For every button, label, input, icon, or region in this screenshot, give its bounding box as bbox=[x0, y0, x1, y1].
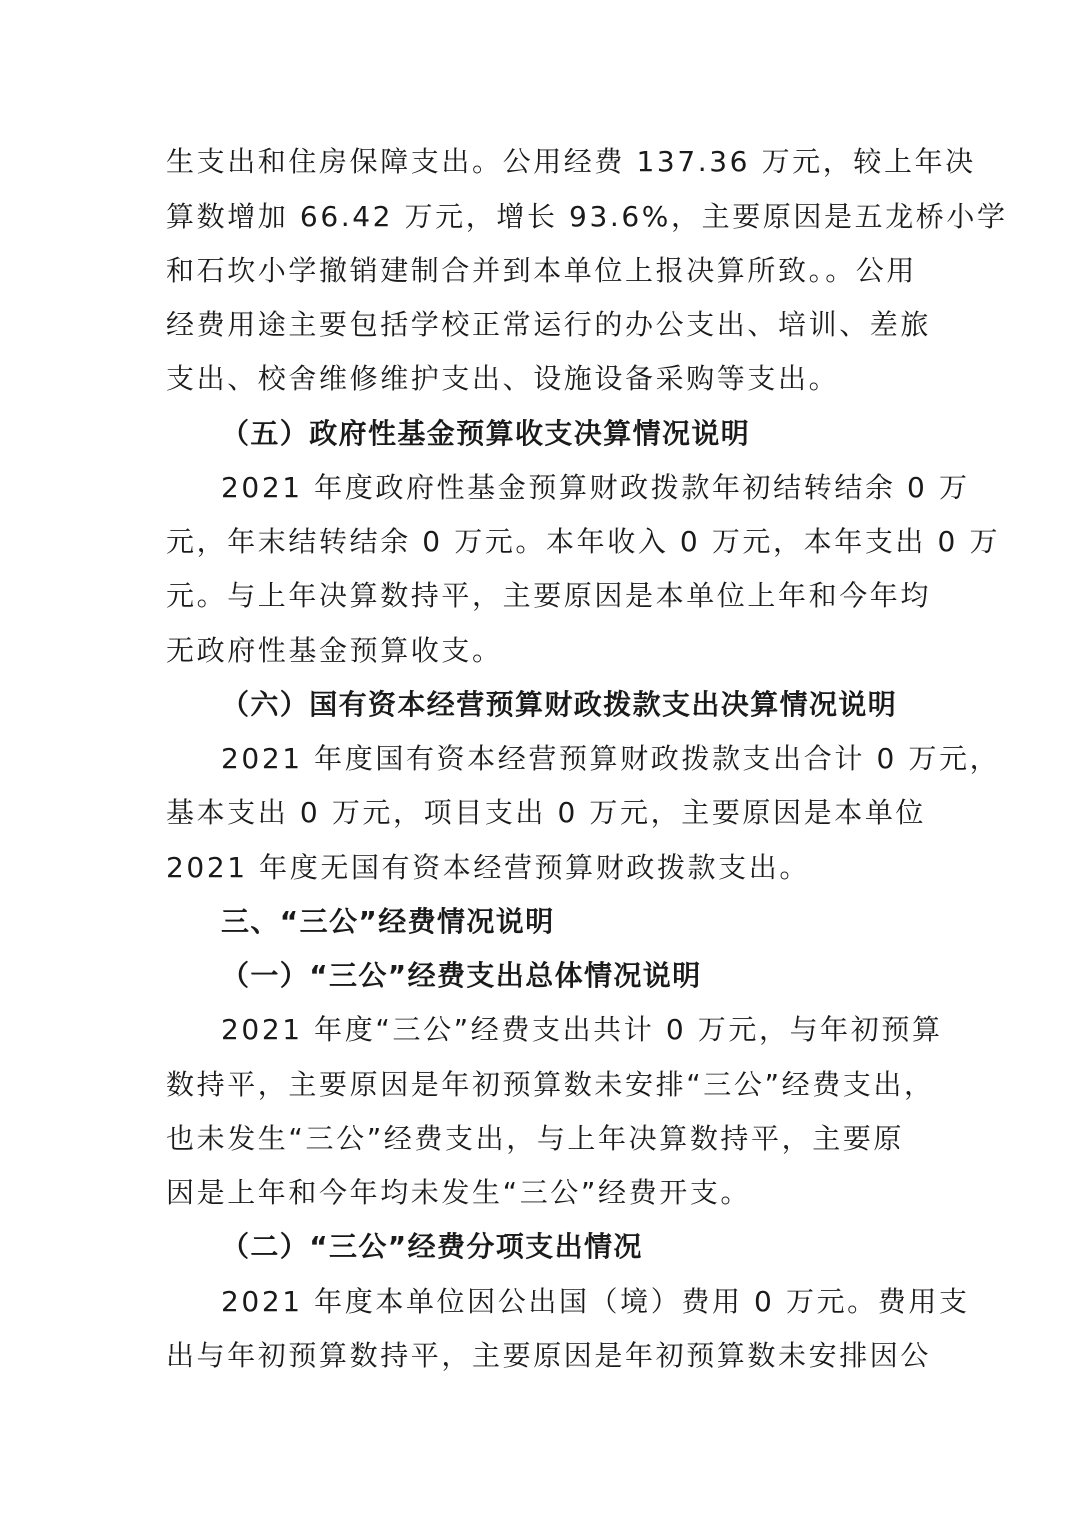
paragraph-line: 经费用途主要包括学校正常运行的办公支出、培训、差旅 bbox=[166, 308, 932, 341]
paragraph-line: 也未发生“三公”经费支出，与上年决算数持平，主要原 bbox=[166, 1122, 905, 1155]
paragraph-line: 2021 年度“三公”经费支出共计 0 万元，与年初预算 bbox=[221, 1013, 943, 1046]
paragraph-line: 算数增加 66.42 万元，增长 93.6%，主要原因是五龙桥小学 bbox=[166, 200, 1008, 233]
paragraph-line: 2021 年度国有资本经营预算财政拨款支出合计 0 万元， bbox=[221, 742, 1001, 775]
section-heading: （五）政府性基金预算收支决算情况说明 bbox=[221, 417, 751, 450]
paragraph-line: 无政府性基金预算收支。 bbox=[166, 634, 503, 667]
section-heading: 三、“三公”经费情况说明 bbox=[221, 905, 555, 938]
paragraph-line: 2021 年度政府性基金预算财政拨款年初结转结余 0 万 bbox=[221, 471, 970, 504]
paragraph-line: 2021 年度无国有资本经营预算财政拨款支出。 bbox=[166, 851, 810, 884]
paragraph-line: 和石坎小学撤销建制合并到本单位上报决算所致。。公用 bbox=[166, 254, 918, 287]
paragraph-line: 数持平，主要原因是年初预算数未安排“三公”经费支出， bbox=[166, 1068, 935, 1101]
paragraph-line: 出与年初预算数持平，主要原因是年初预算数未安排因公 bbox=[166, 1339, 932, 1372]
paragraph-line: 生支出和住房保障支出。公用经费 137.36 万元，较上年决 bbox=[166, 145, 976, 178]
paragraph-line: 基本支出 0 万元，项目支出 0 万元，主要原因是本单位 bbox=[166, 796, 927, 829]
paragraph-line: 因是上年和今年均未发生“三公”经费开支。 bbox=[166, 1176, 752, 1209]
subsection-heading: （二）“三公”经费分项支出情况 bbox=[221, 1230, 643, 1263]
paragraph-line: 支出、校舍维修维护支出、设施设备采购等支出。 bbox=[166, 362, 840, 395]
section-heading: （六）国有资本经营预算财政拨款支出决算情况说明 bbox=[221, 688, 898, 721]
paragraph-line: 元。与上年决算数持平，主要原因是本单位上年和今年均 bbox=[166, 579, 932, 612]
subsection-heading: （一）“三公”经费支出总体情况说明 bbox=[221, 959, 702, 992]
paragraph-line: 元，年末结转结余 0 万元。本年收入 0 万元，本年支出 0 万 bbox=[166, 525, 1001, 558]
paragraph-line: 2021 年度本单位因公出国（境）费用 0 万元。费用支 bbox=[221, 1285, 970, 1318]
